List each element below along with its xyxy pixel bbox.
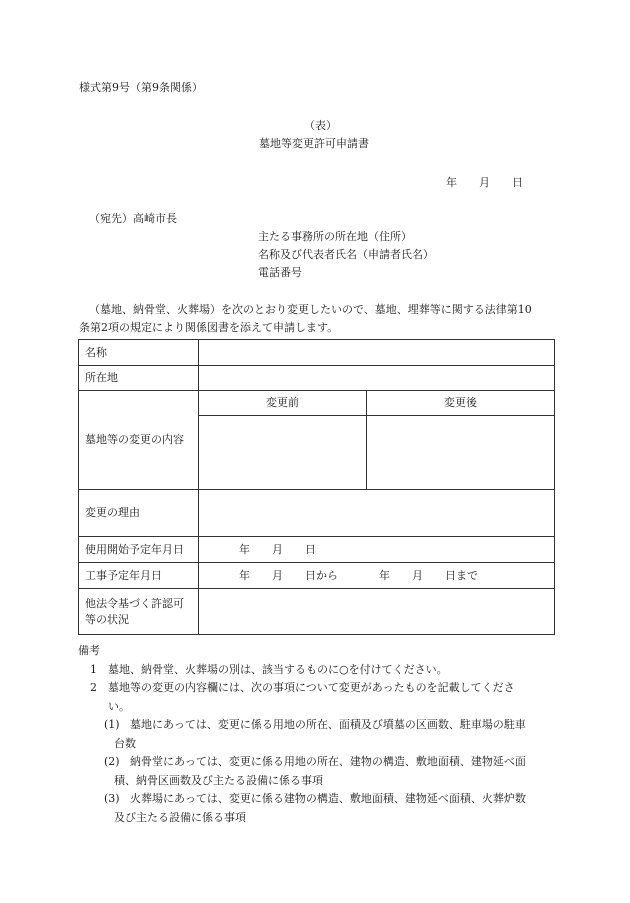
note-2-number: 2 (90, 681, 97, 694)
reason-field[interactable] (199, 490, 555, 537)
note-2-sub-3-text-line-1: 火葬場にあっては、変更に係る建物の構造、敷地面積、建物延べ面積、火葬炉数 (130, 792, 526, 805)
after-change-field[interactable] (367, 416, 555, 490)
name-field[interactable] (199, 340, 555, 366)
construction-date-label: 工事予定年月日 (79, 563, 199, 589)
note-2-text-line-1: 墓地等の変更の内容欄には、次の事項について変更があったものを記載してくださ (108, 681, 515, 694)
before-change-field[interactable] (199, 416, 367, 490)
construction-date-field[interactable] (199, 563, 555, 589)
application-date: 年 月 日 (446, 176, 523, 189)
name-label: 名称 (79, 340, 199, 366)
table-row-location (79, 366, 555, 391)
note-2-sub-2 (78, 753, 558, 772)
form-side-label: （表） (304, 119, 337, 132)
table-row-reason (79, 490, 555, 537)
table-row-name (79, 340, 555, 366)
note-2-sub-2-number: (2) (104, 755, 120, 768)
note-1 (78, 661, 558, 680)
table-row-other-law (79, 589, 555, 635)
notes-section (78, 642, 558, 827)
note-2-sub-1 (78, 716, 558, 735)
start-date-field[interactable] (199, 537, 555, 563)
location-label: 所在地 (79, 366, 199, 391)
table-row-construction-date (79, 563, 555, 589)
applicant-address-label: 主たる事務所の所在地（住所） (258, 230, 412, 243)
other-law-label-line-1: 他法令基づく許認可 (85, 596, 184, 610)
location-field[interactable] (199, 366, 555, 391)
statement-line-1: （墓地、納骨堂、火葬場）を次のとおり変更したいので、墓地、埋葬等に関する法律第10 (89, 303, 532, 316)
note-2 (78, 679, 558, 698)
note-1-number: 1 (90, 662, 97, 676)
reason-label: 変更の理由 (79, 490, 199, 537)
start-date-label: 使用開始予定年月日 (79, 537, 199, 563)
start-date-value: 年 月 日 (239, 542, 316, 556)
statement-line-2: 条第2項の規定により関係図書を添えて申請します。 (79, 321, 339, 334)
table-row-change-content-head (79, 391, 555, 416)
table-row-start-date (79, 537, 555, 563)
before-change-header: 変更前 (199, 391, 367, 416)
applicant-name-label: 名称及び代表者氏名（申請者氏名） (258, 248, 434, 261)
construction-date-to: 年 月 日まで (379, 568, 478, 582)
form-number: 様式第9号（第9条関係） (79, 81, 203, 94)
after-change-header: 変更後 (367, 391, 555, 416)
note-2-sub-1-text-line-1: 墓地にあっては、変更に係る用地の所在、面積及び墳墓の区画数、駐車場の駐車 (130, 718, 526, 731)
other-law-field[interactable] (199, 589, 555, 635)
note-2-sub-2-text-line-1: 納骨堂にあっては、変更に係る用地の所在、建物の構造、敷地面積、建物延べ面 (130, 755, 526, 768)
other-law-label-line-2: 等の状況 (85, 612, 129, 626)
applicant-phone-label: 電話番号 (258, 266, 302, 279)
note-2-sub-3-number: (3) (104, 792, 120, 805)
note-1-text: 墓地、納骨堂、火葬場の別は、該当するものに○を付けてください。 (108, 662, 448, 676)
notes-heading: 備考 (78, 644, 100, 657)
note-2-sub-1-text-line-2: 台数 (114, 736, 136, 750)
other-law-label (79, 589, 199, 635)
note-2-sub-1-number: (1) (104, 718, 120, 731)
note-2-sub-3 (78, 790, 558, 809)
form-title: 墓地等変更許可申請書 (259, 137, 369, 150)
note-2-sub-3-text-line-2: 及び主たる設備に係る事項 (114, 810, 246, 824)
note-2-text-line-2: い。 (108, 699, 130, 713)
application-table (78, 339, 555, 635)
addressee: （宛先）高崎市長 (89, 212, 177, 225)
change-content-label: 墓地等の変更の内容 (79, 391, 199, 490)
construction-date-from: 年 月 日から (239, 568, 338, 582)
note-2-sub-2-text-line-2: 積、納骨区画数及び主たる設備に係る事項 (114, 773, 323, 787)
